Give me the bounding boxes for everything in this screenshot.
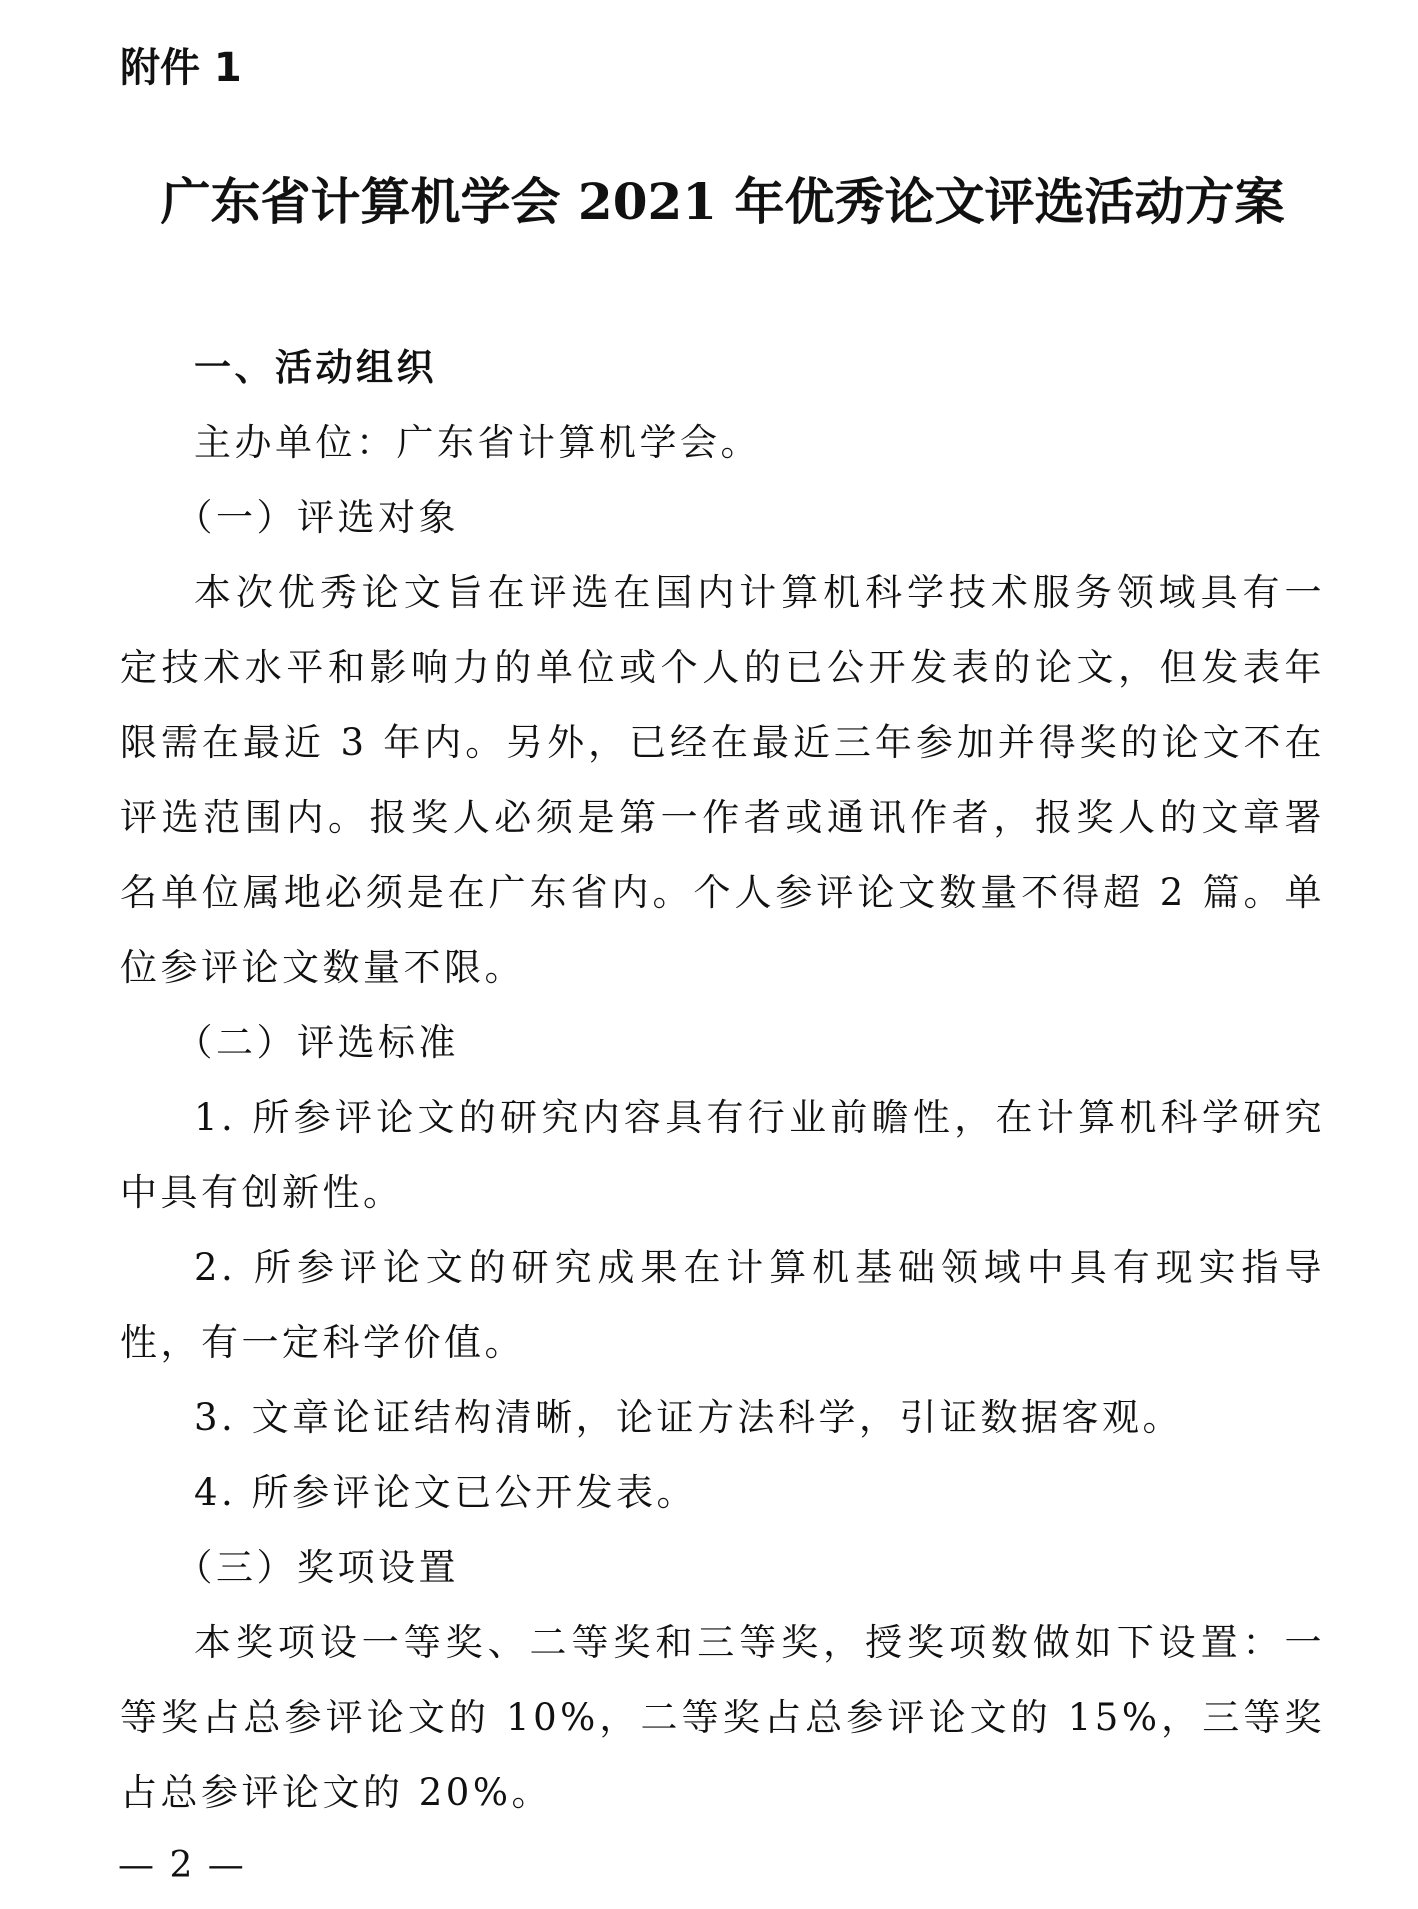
document-body bbox=[120, 330, 1325, 1830]
subsection-heading-award-settings: （三）奖项设置 bbox=[175, 1546, 459, 1589]
evaluation-target-paragraph: 本次优秀论文旨在评选在国内计算机科学技术服务领域具有一定技术水平和影响力的单位或个人的已公开发表的论文，但发表年限需在最近 3 年内。另外，已经在最近三年参加并得奖的论文不在评选范围内。报奖人必须是第一作者或通讯作者，报奖人的文章署名单位属地必须是在广东省内。个人参评论文数量不得超 2 篇。单位参评论文数量不限。 bbox=[120, 571, 1325, 989]
page-number: — 2 — bbox=[118, 1845, 246, 1886]
criterion-item: 2. 所参评论文的研究成果在计算机基础领域中具有现实指导性，有一定科学价值。 bbox=[120, 1246, 1325, 1364]
document-title: 广东省计算机学会 2021 年优秀论文评选活动方案 bbox=[160, 172, 1285, 231]
criterion-item: 3. 文章论证结构清晰，论证方法科学，引证数据客观。 bbox=[194, 1396, 1184, 1439]
subsection-heading-evaluation-criteria: （二）评选标准 bbox=[175, 1021, 459, 1064]
section-heading-activity-organization: 一、活动组织 bbox=[194, 346, 437, 389]
organizer-paragraph: 主办单位：广东省计算机学会。 bbox=[194, 421, 761, 464]
award-settings-paragraph: 本奖项设一等奖、二等奖和三等奖，授奖项数做如下设置：一等奖占总参评论文的 10%，二等奖占总参评论文的 15%，三等奖占总参评论文的 20%。 bbox=[120, 1621, 1325, 1814]
criterion-item: 1. 所参评论文的研究内容具有行业前瞻性，在计算机科学研究中具有创新性。 bbox=[120, 1096, 1325, 1214]
subsection-heading-evaluation-target: （一）评选对象 bbox=[175, 496, 459, 539]
criterion-item: 4. 所参评论文已公开发表。 bbox=[194, 1471, 698, 1514]
attachment-label: 附件 1 bbox=[120, 45, 242, 91]
